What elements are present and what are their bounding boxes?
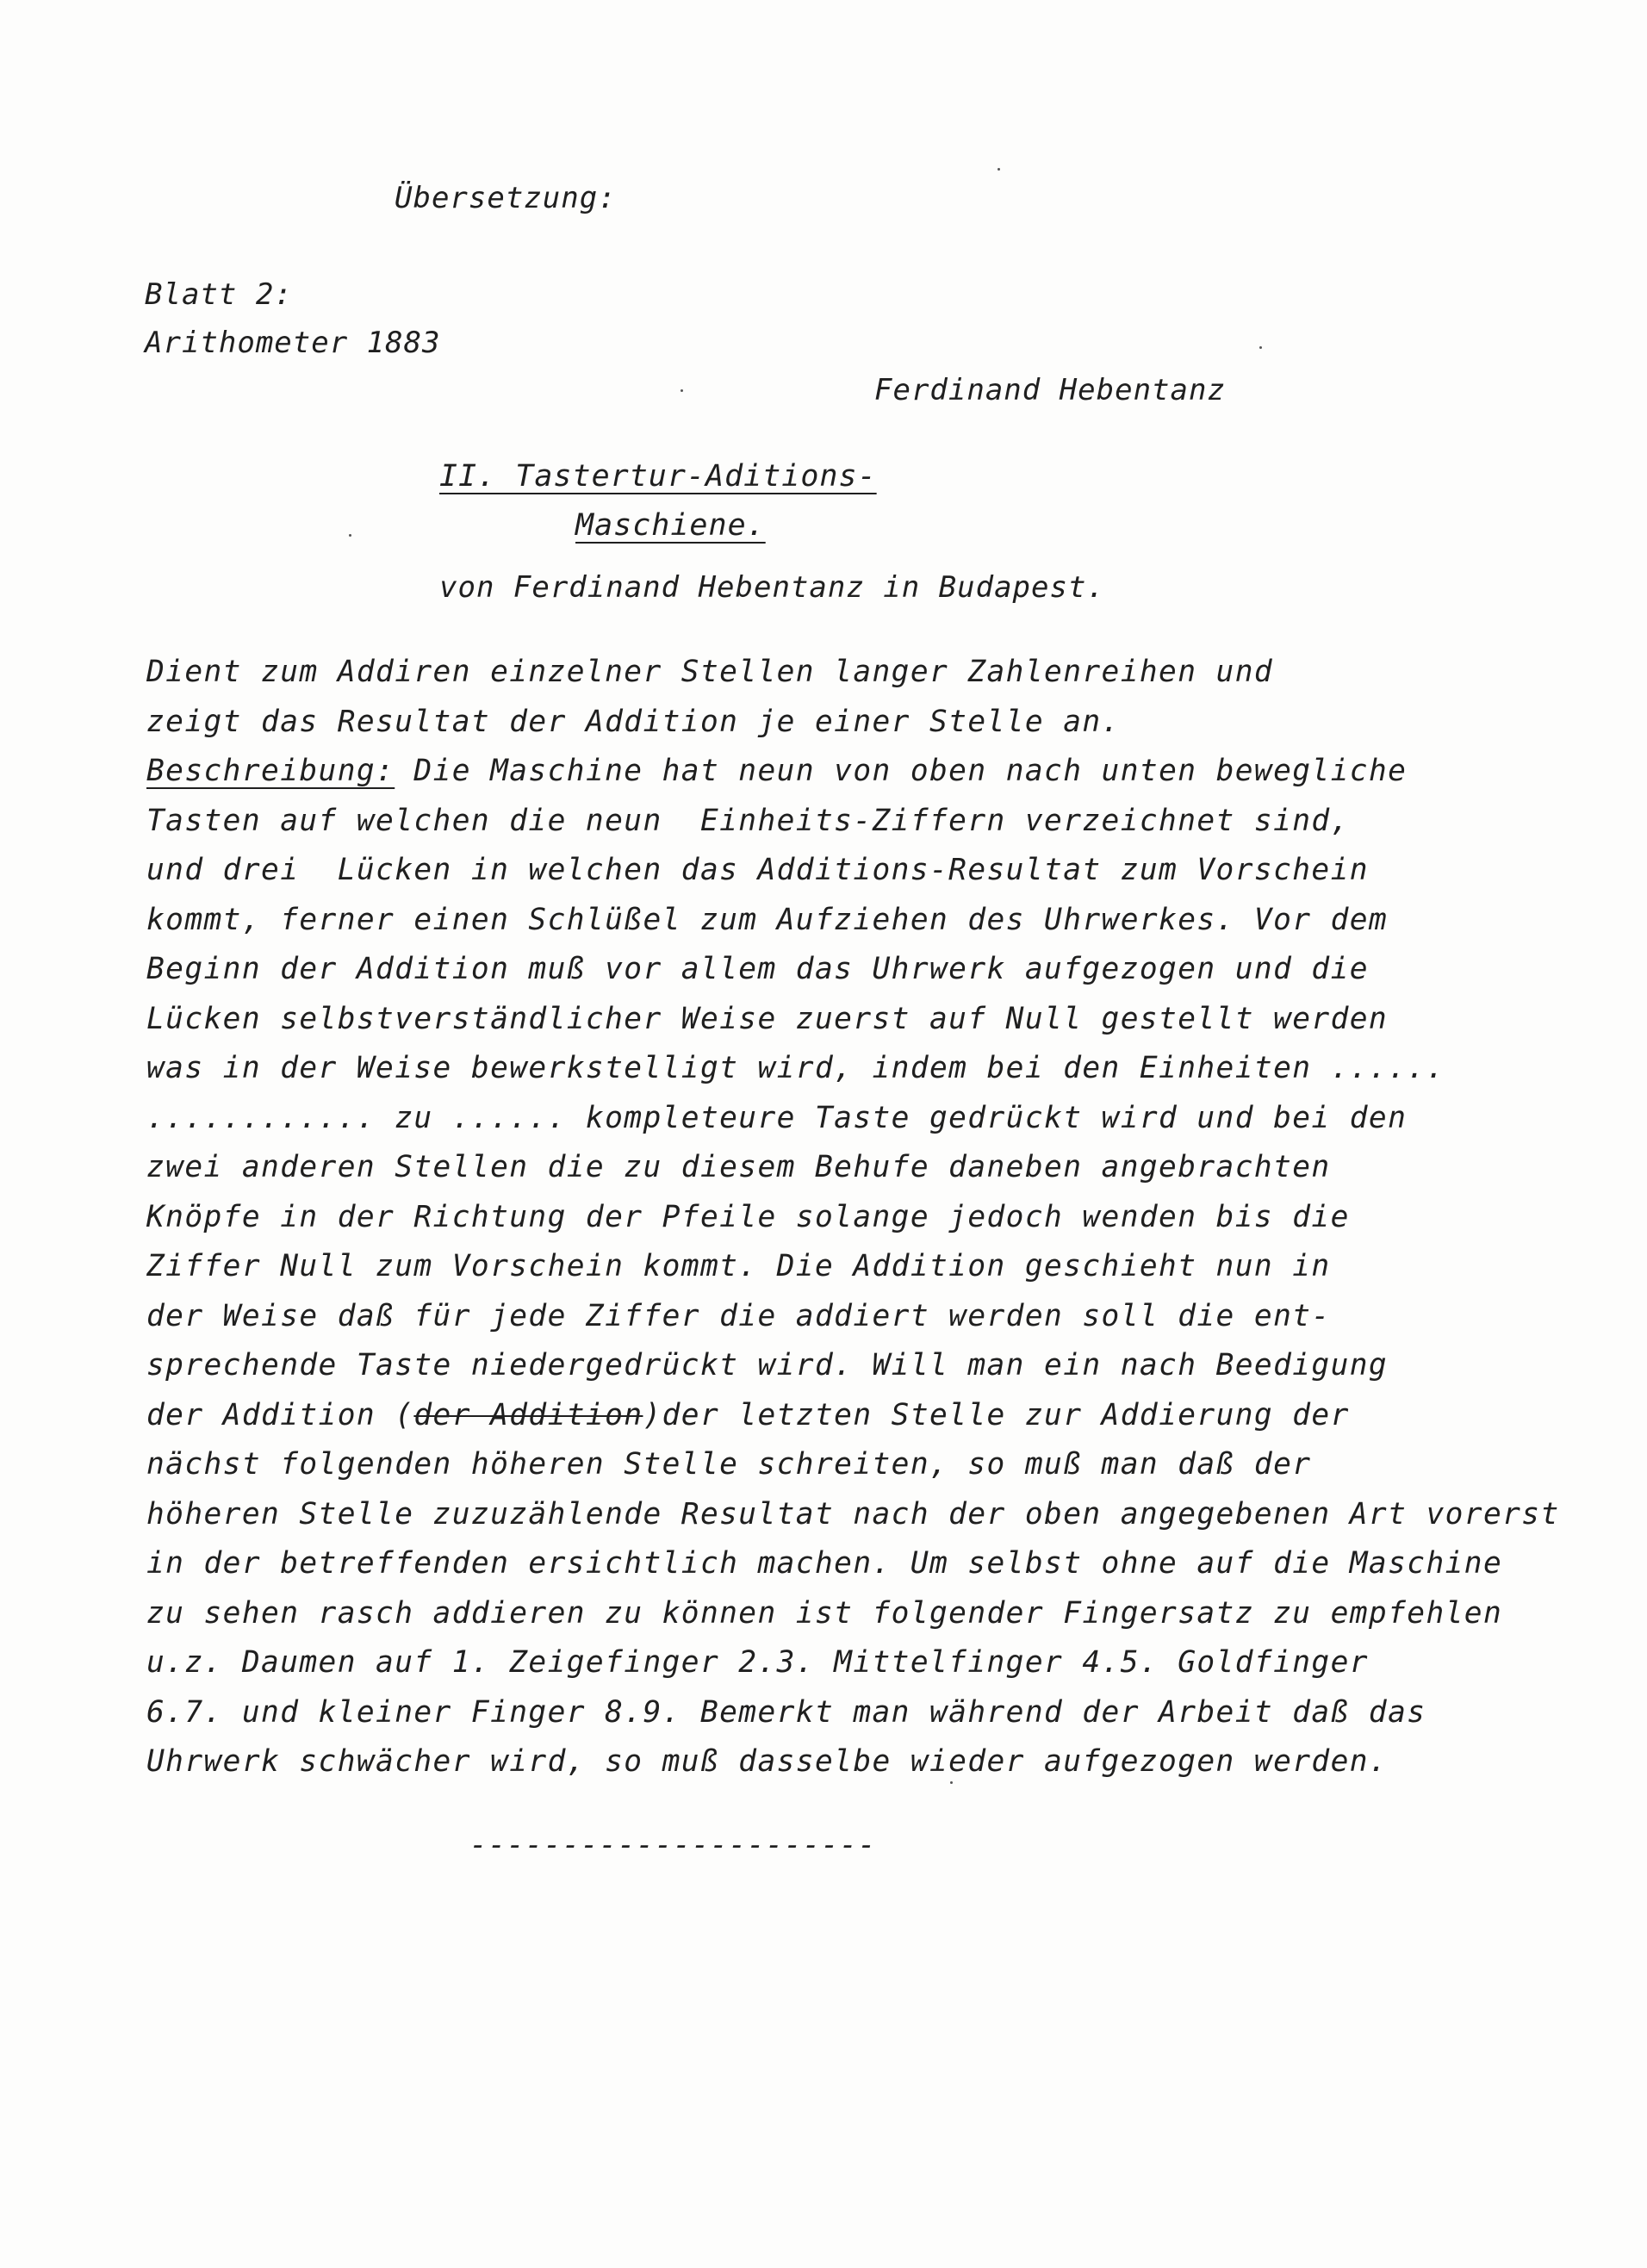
body-text: [146, 648, 1594, 1787]
body-line-start: der Addition (: [146, 1397, 414, 1432]
document-title: Übersetzung:: [395, 181, 617, 215]
body-line: kommt, ferner einen Schlüßel zum Aufziehen des Uhrwerkes. Vor dem: [146, 902, 1389, 937]
body-line: [146, 747, 1594, 797]
body-line: und drei Lücken in welchen das Additions-Resultat zum Vorschein: [146, 853, 1369, 887]
body-line: Lücken selbstverständlicher Weise zuerst auf Null gestellt werden: [146, 1001, 1389, 1036]
body-line: 6.7. und kleiner Finger 8.9. Bemerkt man während der Arbeit daß das: [146, 1694, 1426, 1730]
section-heading-line1: II. Tastertur-Aditions-: [439, 459, 877, 494]
body-line: der Weise daß für jede Ziffer die addiert werden soll die ent-: [146, 1298, 1331, 1333]
body-line: u.z. Daumen auf 1. Zeigefinger 2.3. Mittelfinger 4.5. Goldfinger: [146, 1645, 1369, 1680]
body-line: Ziffer Null zum Vorschein kommt. Die Addition geschieht nun in: [146, 1249, 1331, 1283]
body-line: Tasten auf welchen die neun Einheits-Ziffern verzeichnet sind,: [146, 803, 1350, 838]
closing-rule: ----------------------: [469, 1828, 877, 1862]
body-line: [146, 1391, 1594, 1441]
body-line-rest: Die Maschine hat neun von oben nach unten bewegliche: [395, 754, 1408, 788]
body-line: ............ zu ...... kompleteure Taste gedrückt wird und bei den: [146, 1100, 1408, 1135]
scan-speck: [681, 389, 683, 392]
body-line: zwei anderen Stellen die zu diesem Behufe daneben angebrachten: [146, 1150, 1331, 1184]
scan-speck: [998, 168, 1000, 171]
body-line: Beginn der Addition muß vor allem das Uhrwerk aufgezogen und die: [146, 952, 1369, 986]
body-line: sprechende Taste niedergedrückt wird. Will man ein nach Beedigung: [146, 1348, 1389, 1383]
body-line: was in der Weise bewerkstelligt wird, indem bei den Einheiten ......: [146, 1051, 1445, 1085]
body-line: Knöpfe in der Richtung der Pfeile solange jedoch wenden bis die: [146, 1199, 1350, 1234]
body-line: zu sehen rasch addieren zu können ist folgender Fingersatz zu empfehlen: [146, 1595, 1503, 1631]
author-name: Ferdinand Hebentanz: [874, 373, 1226, 407]
subject-label: Arithometer 1883: [145, 326, 441, 360]
body-line: nächst folgenden höheren Stelle schreiten, so muß man daß der: [146, 1447, 1312, 1482]
struck-text: der Addition: [413, 1397, 643, 1432]
description-label: Beschreibung:: [146, 754, 395, 788]
byline: von Ferdinand Hebentanz in Budapest.: [439, 570, 1105, 605]
body-line: höheren Stelle zuzuzählende Resultat nach der oben angegebenen Art vorerst: [146, 1496, 1560, 1532]
body-line: Dient zum Addiren einzelner Stellen langer Zahlenreihen und: [146, 655, 1274, 689]
scan-speck: [349, 534, 351, 537]
sheet-label: Blatt 2:: [145, 277, 293, 312]
scan-speck: [950, 1781, 953, 1784]
body-line: zeigt das Resultat der Addition je einer Stelle an.: [146, 704, 1121, 739]
body-line: Uhrwerk schwächer wird, so muß dasselbe wieder aufgezogen werden.: [146, 1744, 1389, 1779]
body-line: in der betreffenden ersichtlich machen. Um selbst ohne auf die Maschine: [146, 1546, 1503, 1581]
body-line-end: )der letzten Stelle zur Addierung der: [643, 1397, 1350, 1432]
section-heading-line2: Maschiene.: [575, 508, 766, 543]
scan-speck: [1259, 346, 1262, 349]
